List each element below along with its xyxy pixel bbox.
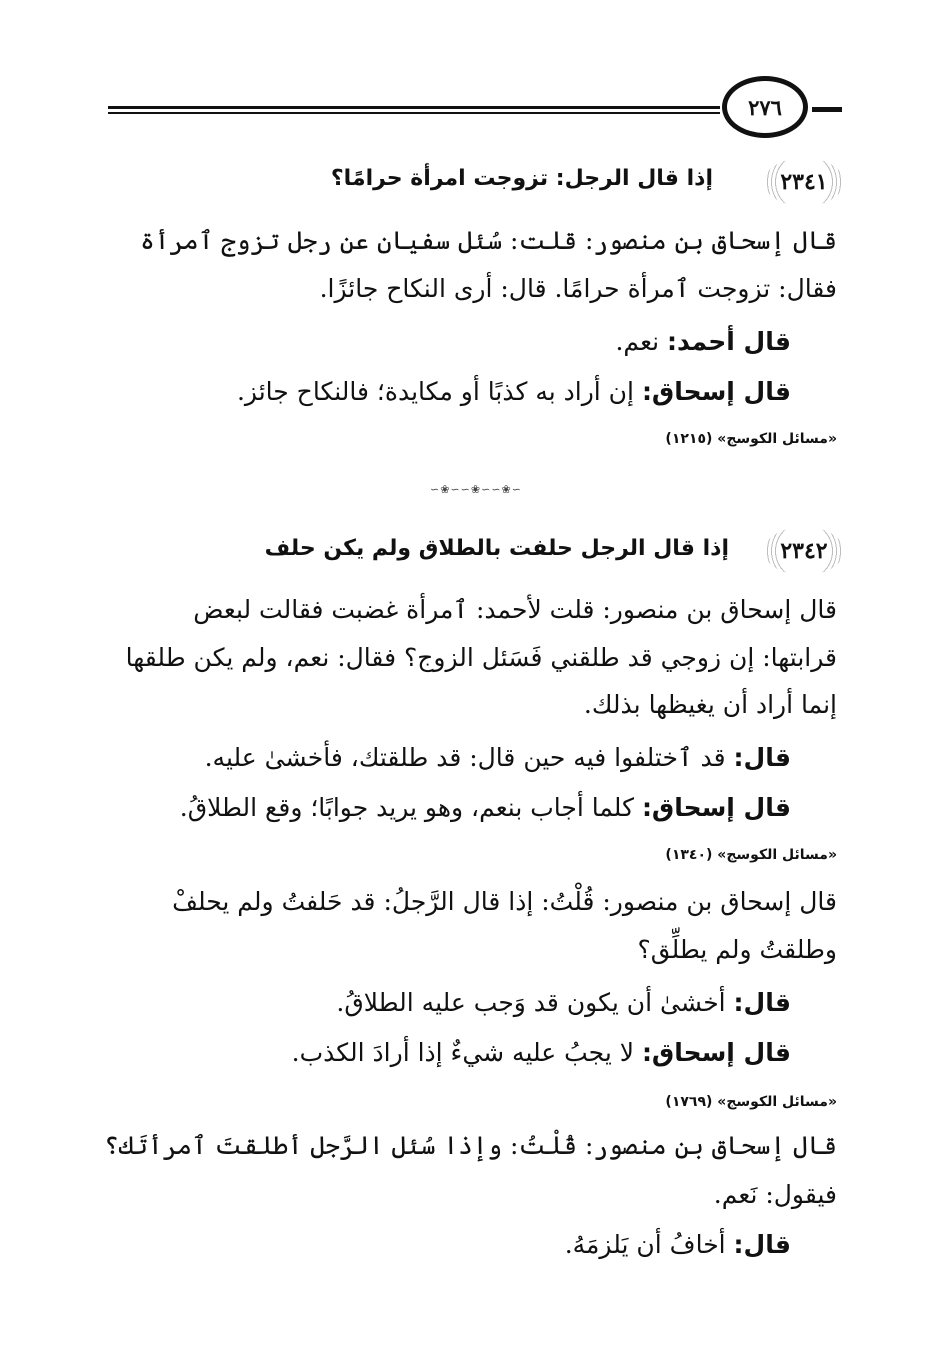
speaker-label: قال إسحاق: xyxy=(641,377,791,406)
ruling-line xyxy=(615,322,791,362)
paragraph-line: قال إسحاق بن منصور: قُلْتُ: إذا قال الرَّجلُ: قد حَلفتُ ولم يحلفْ xyxy=(172,887,837,916)
ruling-line xyxy=(205,738,791,778)
ruling-text: نعم. xyxy=(615,327,660,356)
paragraph-line: فقال: تزوجت ٱمرأة حرامًا. قال: أرى النكاح جائزًا. xyxy=(319,274,837,303)
citation: «مسائل الكوسج» (١٣٤٠) xyxy=(665,847,837,863)
ruling-text: أخشىٰ أن يكون قد وَجب عليه الطلاقُ. xyxy=(336,988,726,1017)
speaker-label: قال: xyxy=(733,1230,791,1259)
citation: «مسائل الكوسج» (١٧٦٩) xyxy=(665,1094,837,1110)
header-rule-thin xyxy=(108,112,720,114)
speaker-label: قال إسحاق: xyxy=(641,793,791,822)
speaker-label: قال إسحاق: xyxy=(641,1038,791,1067)
paragraph-line: وطلقتُ ولم يطلِّق؟ xyxy=(637,935,837,964)
ruling-text: لا يجبُ عليه شيءٌ إذا أرادَ الكذب. xyxy=(291,1038,634,1067)
ruling-line xyxy=(565,1225,791,1265)
ruling-line xyxy=(180,788,791,828)
ruling-line xyxy=(237,372,791,412)
section-title: إذا قال الرجل: تزوجت امرأة حرامًا؟ xyxy=(330,166,713,191)
citation: «مسائل الكوسج» (١٢١٥) xyxy=(665,431,837,447)
ruling-text: كلما أجاب بنعم، وهو يريد جوابًا؛ وقع الطلاقُ. xyxy=(179,793,634,822)
section-divider-ornament: ∽❀∽∽❀∽∽❀∽ xyxy=(430,482,522,496)
paragraph-line: إنما أراد أن يغيظها بذلك. xyxy=(583,690,837,719)
paragraph-line: قرابتها: إن زوجي قد طلقني فَسَئل الزوج؟ فقال: نعم، ولم يكن طلقها xyxy=(125,643,837,672)
ruling-text: قد ٱختلفوا فيه حين قال: قد طلقتك، فأخشىٰ عليه. xyxy=(204,743,726,772)
header-rule xyxy=(108,106,720,109)
speaker-label: قال أحمد: xyxy=(667,327,791,356)
section-title: إذا قال الرجل حلفت بالطلاق ولم يكن حلف xyxy=(264,536,729,561)
section-number: ٢٣٤٢ xyxy=(764,527,844,575)
paragraph-line: فيقول: نَعم. xyxy=(713,1180,837,1209)
paragraph-line: قال إسحاق بن منصور: قُلْتُ: وإذا سُئل الرَّجل أطلقتَ ٱمرأتَك؟ xyxy=(104,1131,837,1160)
page-number: ٢٧٦ xyxy=(722,76,808,138)
paragraph-line: قال إسحاق بن منصور: قلت لأحمد: ٱمرأة غضبت فقالت لبعض xyxy=(193,595,837,624)
ruling-text: إن أراد به كذبًا أو مكايدة؛ فالنكاح جائز. xyxy=(236,377,634,406)
paragraph-line: قال إسحاق بن منصور: قلت: سُئل سفيان عن رجل تزوج ٱمرأة xyxy=(140,226,837,255)
speaker-label: قال: xyxy=(733,988,791,1017)
speaker-label: قال: xyxy=(733,743,791,772)
section-number: ٢٣٤١ xyxy=(764,158,844,206)
ruling-text: أخافُ أن يَلزمَهُ. xyxy=(564,1230,726,1259)
ruling-line xyxy=(292,1033,791,1073)
ruling-line xyxy=(336,983,791,1023)
header-rule-right xyxy=(812,107,842,112)
